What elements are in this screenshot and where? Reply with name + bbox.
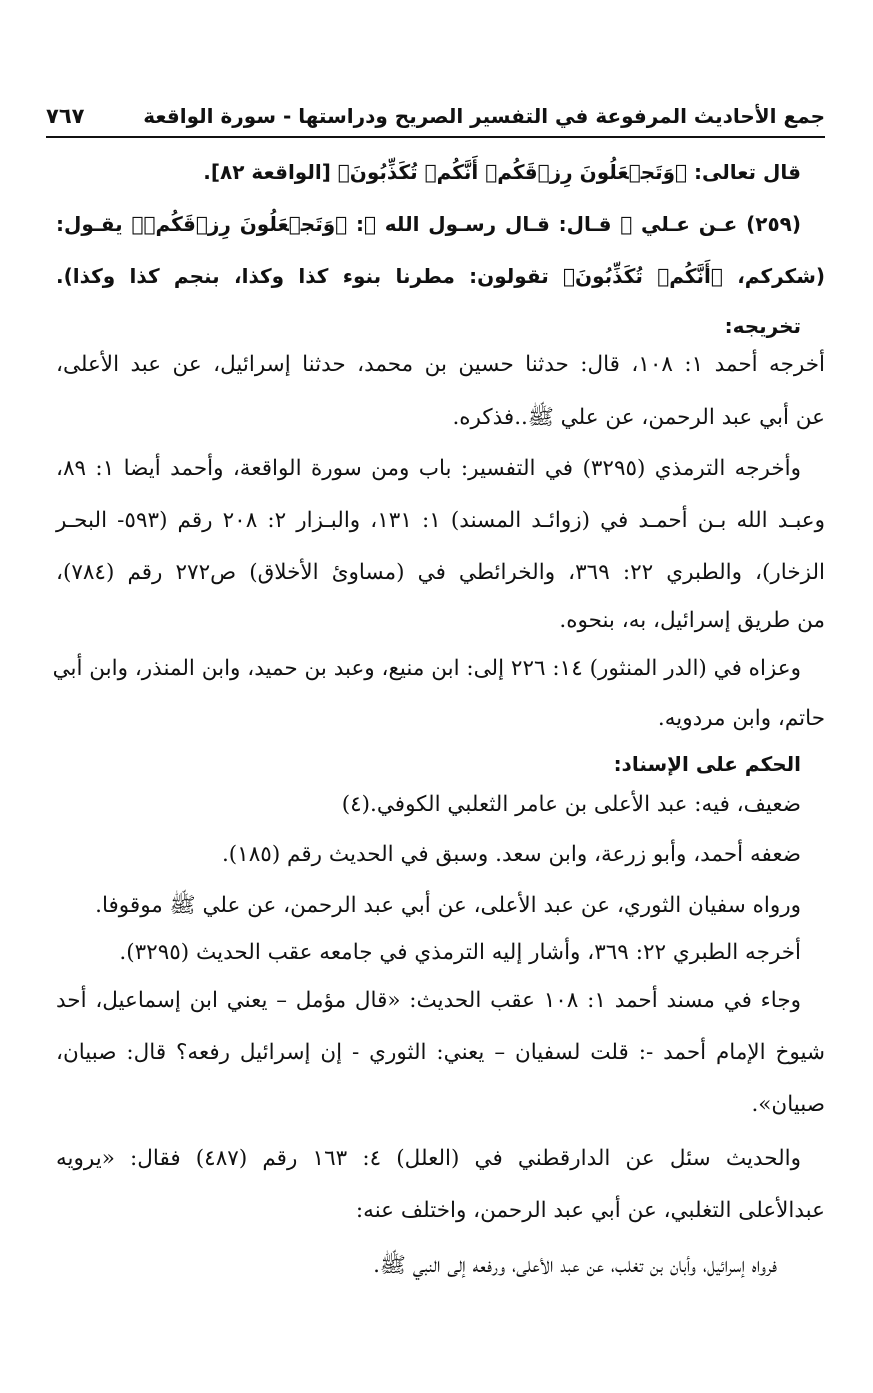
section-heading-takhrij: تخريجه:: [724, 314, 801, 338]
body-line: ضعفه أحمد، وأبو زرعة، وابن سعد. وسبق في الحديث رقم (١٨٥).: [221, 842, 801, 867]
hadith-line-1: (٢٥٩) عـن عـلي ﷺ قـال: قـال رسـول الله ﷺ: ﴿وَتَجۡعَلُونَ رِزۡقَكُمۡ﴾ يقـول:: [56, 212, 801, 236]
section-heading-hukm: الحكم على الإسناد:: [613, 752, 801, 776]
body-line: وأخرجه الترمذي (٣٢٩٥) في التفسير: باب ومن سورة الواقعة، وأحمد أيضا ١: ٨٩،: [56, 456, 801, 481]
body-line: وعزاه في (الدر المنثور) ١٤: ٢٢٦ إلى: ابن منيع، وعبد بن حميد، وابن المنذر، وابن أبي: [52, 656, 801, 681]
body-line: وعبـد الله بـن أحمـد في (زوائـد المسند) ١: ١٣١، والبـزار ٢: ٢٠٨ رقم (٥٩٣- البحـر: [56, 508, 826, 533]
quran-verse-line: قال تعالى: ﴿وَتَجۡعَلُونَ رِزۡقَكُمۡ أَنَّكُمۡ تُكَذِّبُونَ﴾ [الواقعة ٨٢].: [203, 160, 801, 184]
body-line: من طريق إسرائيل، به، بنحوه.: [559, 608, 825, 633]
page-number: ٧٦٧: [46, 104, 85, 128]
header-rule: [46, 136, 825, 138]
body-line: شيوخ الإمام أحمد -: قلت لسفيان – يعني: الثوري - إن إسرائيل رفعه؟ قال: صبيان،: [56, 1040, 825, 1065]
body-line: والحديث سئل عن الدارقطني في (العلل) ٤: ١٦٣ رقم (٤٨٧) فقال: «يرويه: [56, 1146, 801, 1171]
body-line: فرواه إسرائيل، وأبان بن تغلب، عن عبد الأعلى، ورفعه إلى النبي ﷺ.: [373, 1253, 777, 1278]
body-line: ضعيف، فيه: عبد الأعلى بن عامر الثعلبي الكوفي.(٤): [341, 792, 801, 817]
body-line: عن أبي عبد الرحمن، عن علي ﷺ..فذكره.: [452, 405, 825, 430]
body-line: الزخار)، والطبري ٢٢: ٣٦٩، والخرائطي في (مساوئ الأخلاق) ص٢٧٢ رقم (٧٨٤)،: [56, 560, 825, 585]
running-header: [46, 98, 825, 138]
body-line: صبيان».: [751, 1092, 825, 1117]
header-title: جمع الأحاديث المرفوعة في التفسير الصريح ودراستها - سورة الواقعة: [143, 104, 825, 128]
hadith-line-2: (شكركم، ﴿أَنَّكُمۡ تُكَذِّبُونَ﴾ تقولون: مطرنا بنوء كذا وكذا، بنجم كذا وكذا).: [56, 264, 825, 288]
body-line: عبدالأعلى التغلبي، عن أبي عبد الرحمن، واختلف عنه:: [355, 1198, 825, 1223]
body-line: حاتم، وابن مردويه.: [657, 706, 825, 731]
body-line: وجاء في مسند أحمد ١: ١٠٨ عقب الحديث: «قال مؤمل – يعني ابن إسماعيل، أحد: [56, 988, 801, 1013]
body-line: ورواه سفيان الثوري، عن عبد الأعلى، عن أبي عبد الرحمن، عن علي ﷺ موقوفا.: [95, 893, 801, 918]
body-line: أخرجه الطبري ٢٢: ٣٦٩، وأشار إليه الترمذي في جامعه عقب الحديث (٣٢٩٥).: [119, 940, 801, 965]
body-line: أخرجه أحمد ١: ١٠٨، قال: حدثنا حسين بن محمد، حدثنا إسرائيل، عن عبد الأعلى،: [56, 352, 826, 377]
